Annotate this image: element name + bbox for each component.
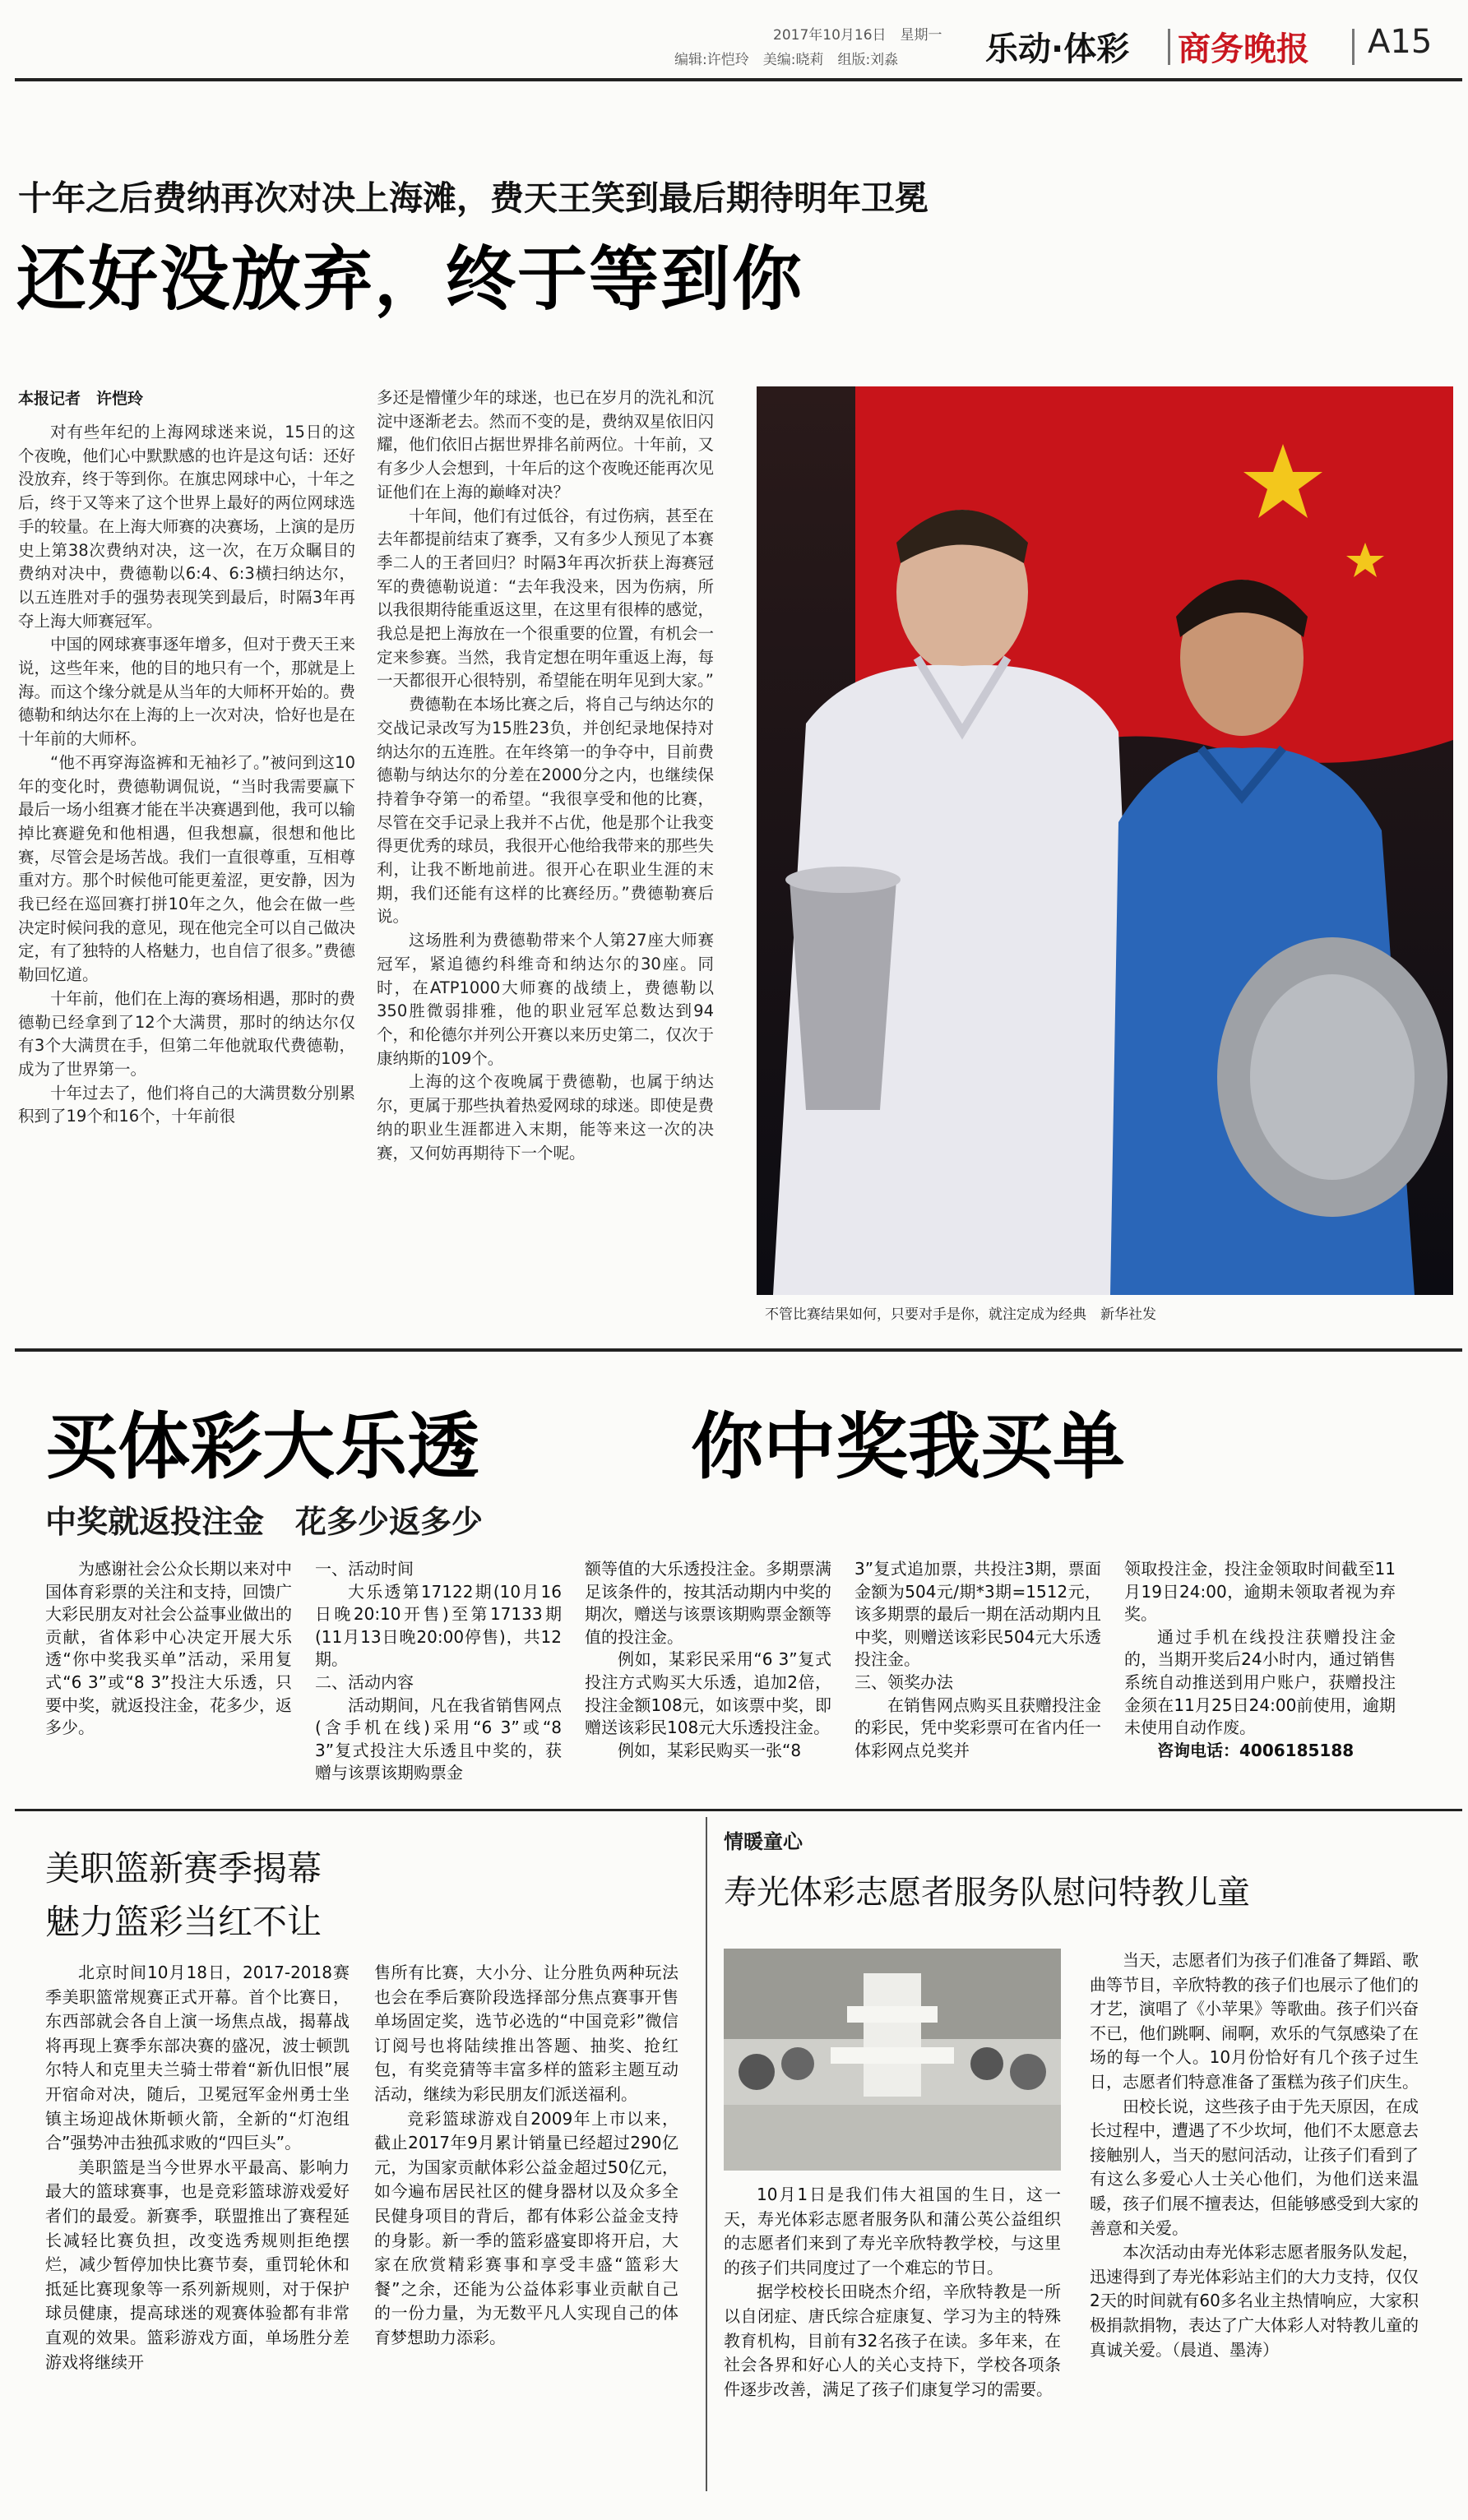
paragraph: 上海的这个夜晚属于费德勒，也属于纳达尔，更属于那些执着热爱网球的球迷。即使是费纳的职业生涯都进入末期，能等来这一次的决赛，又何妨再期待下一个呢。 xyxy=(377,1072,714,1163)
paragraph: 本次活动由寿光体彩志愿者服务队发起，迅速得到了寿光体彩站主们的大力支持，仅仅2天的时间就有60多名业主热情响应，大家积极捐款捐物，表达了广大体彩人对特教儿童的真诚关爱。（晨逍、墨涛） xyxy=(1090,2242,1419,2360)
column-divider xyxy=(706,1817,707,2491)
paragraph: 费德勒在本场比赛之后，将自己与纳达尔的交战记录改写为15胜23负，并创纪录地保持对纳达尔的五连胜。在年终第一的争夺中，目前费德勒与纳达尔的分差在2000分之内，也继续保持着争夺第一的希望。“我很享受和他的比赛，尽管在交手记录上我并不占优，他是那个让我变得更优秀的球员，我很开心他给我带来的那些失利，让我不断地前进。很开心在职业生涯的末期，我们还能有这样的比赛经历。”费德勒赛后说。 xyxy=(377,695,714,927)
paragraph: 例如，某彩民购买一张“8 xyxy=(618,1740,802,1760)
page-number: A15 xyxy=(1368,23,1433,61)
ad-column-2 xyxy=(315,1558,562,1805)
masthead-divider xyxy=(1352,29,1355,65)
charity-photo-illustration xyxy=(724,1949,1061,2171)
paragraph: 例如，某彩民采用“6 3”复式投注方式购买大乐透，追加2倍，投注金额108元，如该票中奖，即赠送该彩民108元大乐透投注金。 xyxy=(585,1649,831,1738)
tennis-photo-illustration xyxy=(757,386,1453,1295)
paragraph: 当天，志愿者们为孩子们准备了舞蹈、歌曲等节目，辛欣特教的孩子们也展示了他们的才艺，演唱了《小苹果》等歌曲。孩子们兴奋不已，他们跳啊、闹啊，欢乐的气氛感染了在场的每一个人。10月份恰好有几个孩子过生日，志愿者们特意准备了蛋糕为孩子们庆生。 xyxy=(1090,1950,1419,2092)
paragraph: 对有些年纪的上海网球迷来说，15日的这个夜晚，他们心中默默感的也许是这句话：还好没放弃，终于等到你。在旗忠网球中心，十年之后，终于又等来了这个世界上最好的两位网球选手的较量。在上海大师赛的决赛场，上演的是历史上第38次费纳对决，这一次，在万众瞩目的费纳对决中，费德勒以6:4、6:3横扫纳达尔，以五连胜对手的强势表现笑到最后，时隔3年再夺上海大师赛冠军。 xyxy=(18,423,355,631)
paragraph: 北京时间10月18日，2017-2018赛季美职篮常规赛正式开幕。首个比赛日，东西部就会各自上演一场焦点战，揭幕战将再现上赛季东部决赛的盛况，波士顿凯尔特人和克里夫兰骑士带着“新仇旧恨”展开宿命对决，随后，卫冕冠军金州勇士坐镇主场迎战休斯顿火箭，全新的“灯泡组合”强势冲击独孤求败的“四巨头”。 xyxy=(45,1963,350,2153)
paragraph: 为感谢社会公众长期以来对中国体育彩票的关注和支持，回馈广大彩民朋友对社会公益事业做出的贡献，省体彩中心决定开展大乐透“你中奖我买单”活动，采用复式“6 3”或“8 3”投注大乐透，只要中奖，就返投注金，花多少，返多少。 xyxy=(45,1559,292,1738)
paragraph: 竞彩篮球游戏自2009年上市以来，截止2017年9月累计销量已经超过290亿元，为国家贡献体彩公益金超过50亿元，如今遍布居民社区的健身器材以及众多全民健身项目的背后，都有体彩公益金支持的身影。新一季的篮彩盛宴即将开启，大家在欣赏精彩赛事和享受丰盛“篮彩大餐”之余，还能为公益体彩事业贡献自己的一份力量，为无数平凡人实现自己的体育梦想助力添彩。 xyxy=(374,2108,678,2347)
ad-title-left: 买体彩大乐透 xyxy=(45,1404,480,1489)
paragraph: 十年前，他们在上海的赛场相遇，那时的费德勒已经拿到了12个大满贯，那时的纳达尔仅有3个大满贯在手，但第二年他就取代费德勒，成为了世界第一。 xyxy=(18,988,355,1079)
nba-column-2 xyxy=(374,1961,678,2487)
newspaper-logo: 商务晚报 xyxy=(1178,30,1309,68)
paragraph: 中国的网球赛事逐年增多，但对于费天王来说，这些年来，他的目的地只有一个，那就是上海。而这个缘分就是从当年的大师杯开始的。费德勒和纳达尔在上海的上一次对决，恰好也是在十年前的大师杯。 xyxy=(18,635,355,749)
paragraph: 据学校校长田晓杰介绍，辛欣特教是一所以自闭症、唐氏综合症康复、学习为主的特殊教育机构，目前有32名孩子在读。多年来，在社会各界和好心人的关心支持下，学校各项条件逐步改善，满足了孩子们康复学习的需要。 xyxy=(724,2282,1061,2399)
lead-headline: 还好没放弃，终于等到你 xyxy=(16,239,804,321)
charity-column-right xyxy=(1090,1949,1419,2495)
paragraph: 田校长说，这些孩子由于先天原因，在成长过程中，遭遇了不少坎坷，他们不太愿意去接触别人，当天的慰问活动，让孩子们看到了有这么多爱心人士关心他们，为他们送来温暖，孩子们展不擅表达，但能够感受到大家的善意和关爱。 xyxy=(1090,2096,1419,2238)
charity-column-left xyxy=(724,2183,1061,2495)
paragraph: 售所有比赛，大小分、让分胜负两种玩法也会在季后赛阶段选择部分焦点赛事开售单场固定奖，选节必选的“中国竞彩”微信订阅号也将陆续推出答题、抽奖、抢红包，有奖竞猜等丰富多样的篮彩主题互动活动，继续为彩民朋友们派送福利。 xyxy=(374,1963,678,2104)
section-rule xyxy=(15,1809,1462,1811)
issue-date: 2017年10月16日 星期一 xyxy=(773,27,942,44)
section-rule xyxy=(15,1348,1462,1352)
lead-byline: 本报记者 许恺玲 xyxy=(18,390,144,408)
nba-title-line1: 美职篮新赛季揭幕 xyxy=(45,1848,322,1889)
nba-title-line2: 魅力篮彩当红不让 xyxy=(45,1902,322,1942)
paragraph: “他不再穿海盗裤和无袖衫了。”被问到这10年的变化时，费德勒调侃说，“当时我需要赢下最后一场小组赛才能在半决赛遇到他，我可以输掉比赛避免和他相遇，但我想赢，很想和他比赛，尽管会是场苦战。我们一直很尊重，互相尊重对方。那个时候他可能更羞涩，更安静，因为我已经在巡回赛打拼10年之久，他会在做一些决定时候问我的意见，现在他完全可以自己做决定，有了独特的人格魅力，也自信了很多。”费德勒回忆道。 xyxy=(18,752,355,985)
subheading: 一、活动时间 xyxy=(315,1559,414,1579)
paragraph: 通过手机在线投注获赠投注金的，当期开奖后24小时内，通过销售系统自动推送到用户账户，获赠投注金须在11月25日24:00前使用，逾期未使用自动作废。 xyxy=(1124,1626,1396,1738)
paragraph: 十年过去了，他们将自己的大满贯数分别累积到了19个和16个，十年前很 xyxy=(18,1083,355,1126)
editor-credits: 编辑:许恺玲 美编:晓莉 组版:刘淼 xyxy=(674,52,899,68)
trophy-icon xyxy=(790,880,896,1110)
ad-subtitle: 中奖就返投注金 花多少返多少 xyxy=(45,1504,484,1540)
charity-title: 寿光体彩志愿者服务队慰问特教儿童 xyxy=(724,1874,1250,1912)
charity-photo xyxy=(724,1949,1061,2171)
cake-icon xyxy=(864,1973,921,2097)
paragraph: 十年间，他们有过低谷，有过伤病，甚至在去年都提前结束了赛季，又有多少人预见了本赛季二人的王者回归？时隔3年再次折获上海赛冠军的费德勒说道：“去年我没来，因为伤病，所以我很期待能重返这里，在这里有很棒的感觉，我总是把上海放在一个很重要的位置，有机会一定来参赛。当然，我肯定想在明年重返上海，每一天都很开心很特别，希望能在明年见到大家。” xyxy=(377,506,714,691)
tennis-photo xyxy=(757,386,1453,1295)
paragraph: 活动期间，凡在我省销售网点(含手机在线)采用“6 3”或“8 3”复式投注大乐透且中奖的，获赠与该票该期购票金 xyxy=(315,1695,562,1783)
ad-column-3 xyxy=(585,1558,831,1805)
hotline: 咨询电话：4006185188 xyxy=(1157,1740,1355,1760)
paragraph: 3”复式追加票，共投注3期，票面金额为504元/期*3期=1512元，该多期票的最后一期在活动期内且中奖，则赠送该彩民504元大乐透投注金。 xyxy=(854,1559,1101,1670)
paragraph: 多还是懵懂少年的球迷，也已在岁月的洗礼和沉淀中逐渐老去。然而不变的是，费纳双星依旧闪耀，他们依旧占据世界排名前两位。十年前，又有多少人会想到，十年后的这个夜晚还能再次见证他们在上海的巅峰对决？ xyxy=(377,388,714,502)
ad-column-1 xyxy=(45,1558,292,1805)
subheading: 二、活动内容 xyxy=(315,1672,414,1692)
paragraph: 大乐透第17122期(10月16日晚20:10开售)至第17133期(11月13日晚20:00停售)，共12期。 xyxy=(315,1581,562,1670)
nba-column-1 xyxy=(45,1961,350,2487)
paragraph: 领取投注金，投注金领取时间截至11月19日24:00，逾期未领取者视为弃奖。 xyxy=(1124,1559,1396,1625)
ad-title-right: 你中奖我买单 xyxy=(691,1404,1126,1489)
paragraph: 在销售网点购买且获赠投注金的彩民，凭中奖彩票可在省内任一体彩网点兑奖并 xyxy=(854,1695,1101,1760)
paragraph: 额等值的大乐透投注金。多期票满足该条件的，按其活动期内中奖的期次，赠送与该票该期购票金额等值的投注金。 xyxy=(585,1559,831,1647)
masthead-rule xyxy=(15,78,1462,81)
photo-caption: 不管比赛结果如何，只要对手是你，就注定成为经典 新华社发 xyxy=(765,1306,1156,1323)
lead-column-1 xyxy=(18,421,355,1325)
paragraph: 10月1日是我们伟大祖国的生日，这一天，寿光体彩志愿者服务队和蒲公英公益组织的志愿者们来到了寿光辛欣特教学校，与这里的孩子们共同度过了一个难忘的节日。 xyxy=(724,2185,1061,2277)
subheading: 三、领奖办法 xyxy=(854,1672,953,1692)
paragraph: 这场胜利为费德勒带来个人第27座大师赛冠军，紧追德约科维奇和纳达尔的30座。同时，在ATP1000大师赛的战绩上，费德勒以350胜微弱排雅，他的职业冠军总数达到94个，和伦德尔并列公开赛以来历史第二，仅次于康纳斯的109个。 xyxy=(377,931,714,1068)
lead-kicker: 十年之后费纳再次对决上海滩，费天王笑到最后期待明年卫冕 xyxy=(18,178,928,218)
ad-column-5 xyxy=(1124,1558,1396,1805)
masthead-divider xyxy=(1168,29,1170,65)
paragraph: 美职篮是当今世界水平最高、影响力最大的篮球赛事，也是竞彩篮球游戏爱好者们的最爱。新赛季，联盟推出了赛程延长减轻比赛负担，改变选秀规则拒绝摆烂，减少暂停加快比赛节奏，重罚轮休和抵延比赛现象等一系列新规则，对于保护球员健康，提高球迷的观赛体验都有非常直观的效果。篮彩游戏方面，单场胜分差游戏将继续开 xyxy=(45,2157,350,2372)
ad-column-4 xyxy=(854,1558,1101,1805)
section-name: 乐动·体彩 xyxy=(985,30,1130,68)
charity-tag: 情暖童心 xyxy=(724,1830,803,1853)
lead-column-2 xyxy=(377,386,714,1325)
